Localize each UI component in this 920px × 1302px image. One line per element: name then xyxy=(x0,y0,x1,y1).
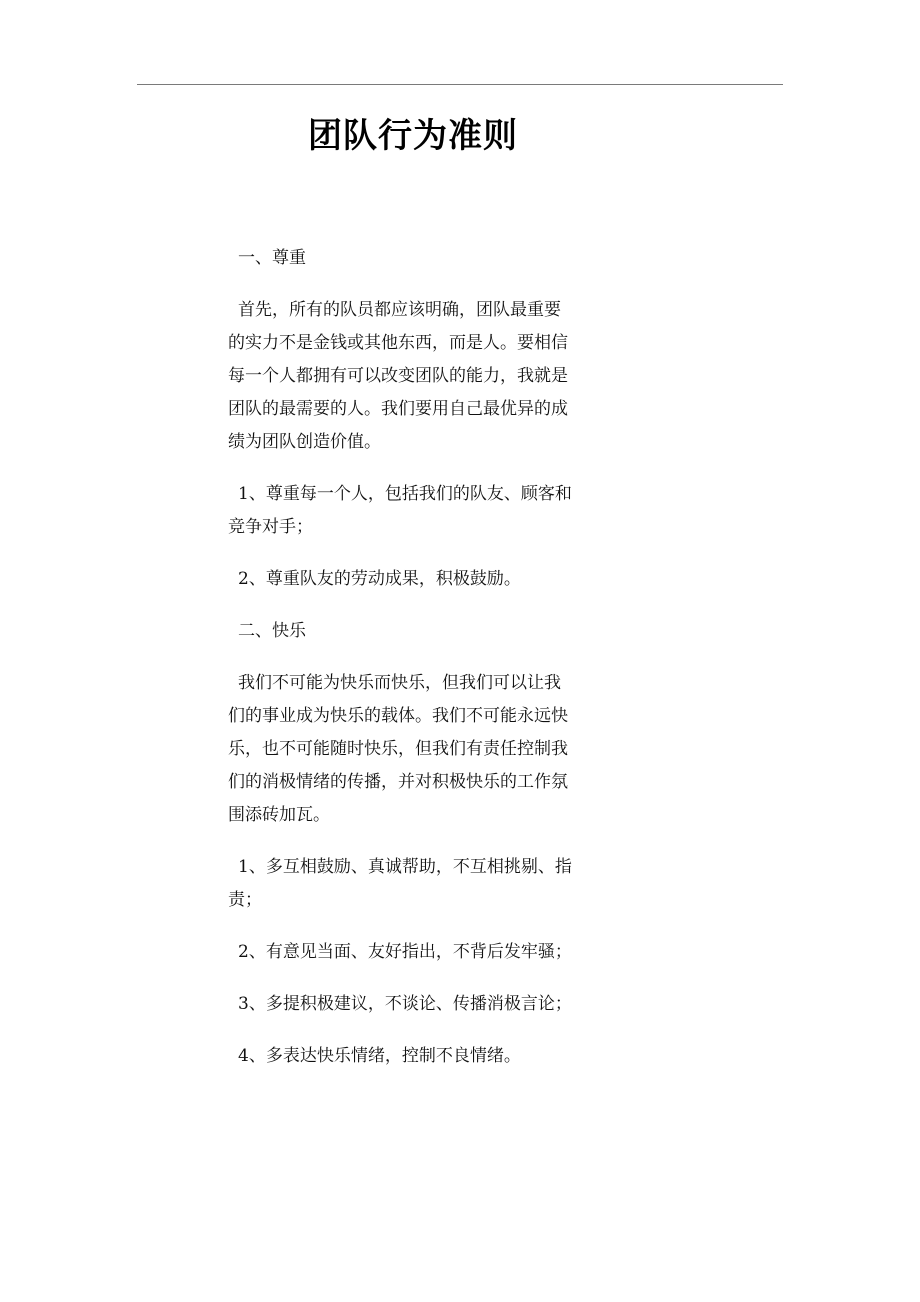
section-intro-happiness: 我们不可能为快乐而快乐，但我们可以让我们的事业成为快乐的载体。我们不可能永远快乐，也不可能随时快乐，但我们有责任控制我们的消极情绪的传播，并对积极快乐的工作氛围添砖加瓦。 xyxy=(228,673,568,825)
rule-item: 4、多表达快乐情绪，控制不良情绪。 xyxy=(238,1046,521,1066)
document-body xyxy=(228,242,576,1092)
rule-item: 3、多提积极建议，不谈论、传播消极言论； xyxy=(238,994,572,1014)
rule-item: 2、尊重队友的劳动成果，积极鼓励。 xyxy=(238,569,521,589)
section-heading-happiness: 二、快乐 xyxy=(238,621,306,641)
section-heading-respect: 一、尊重 xyxy=(238,248,306,268)
section-intro-respect: 首先，所有的队员都应该明确，团队最重要的实力不是金钱或其他东西，而是人。要相信每一个人都拥有可以改变团队的能力，我就是团队的最需要的人。我们要用自己最优异的成绩为团队创造价值。 xyxy=(228,300,568,452)
rule-item: 1、多互相鼓励、真诚帮助，不互相挑剔、指责； xyxy=(228,857,572,910)
rule-item: 1、尊重每一个人，包括我们的队友、顾客和竞争对手； xyxy=(228,484,572,537)
document-title: 团队行为准则 xyxy=(308,116,518,156)
header-divider xyxy=(137,84,783,85)
rule-item: 2、有意见当面、友好指出，不背后发牢骚； xyxy=(238,942,572,962)
